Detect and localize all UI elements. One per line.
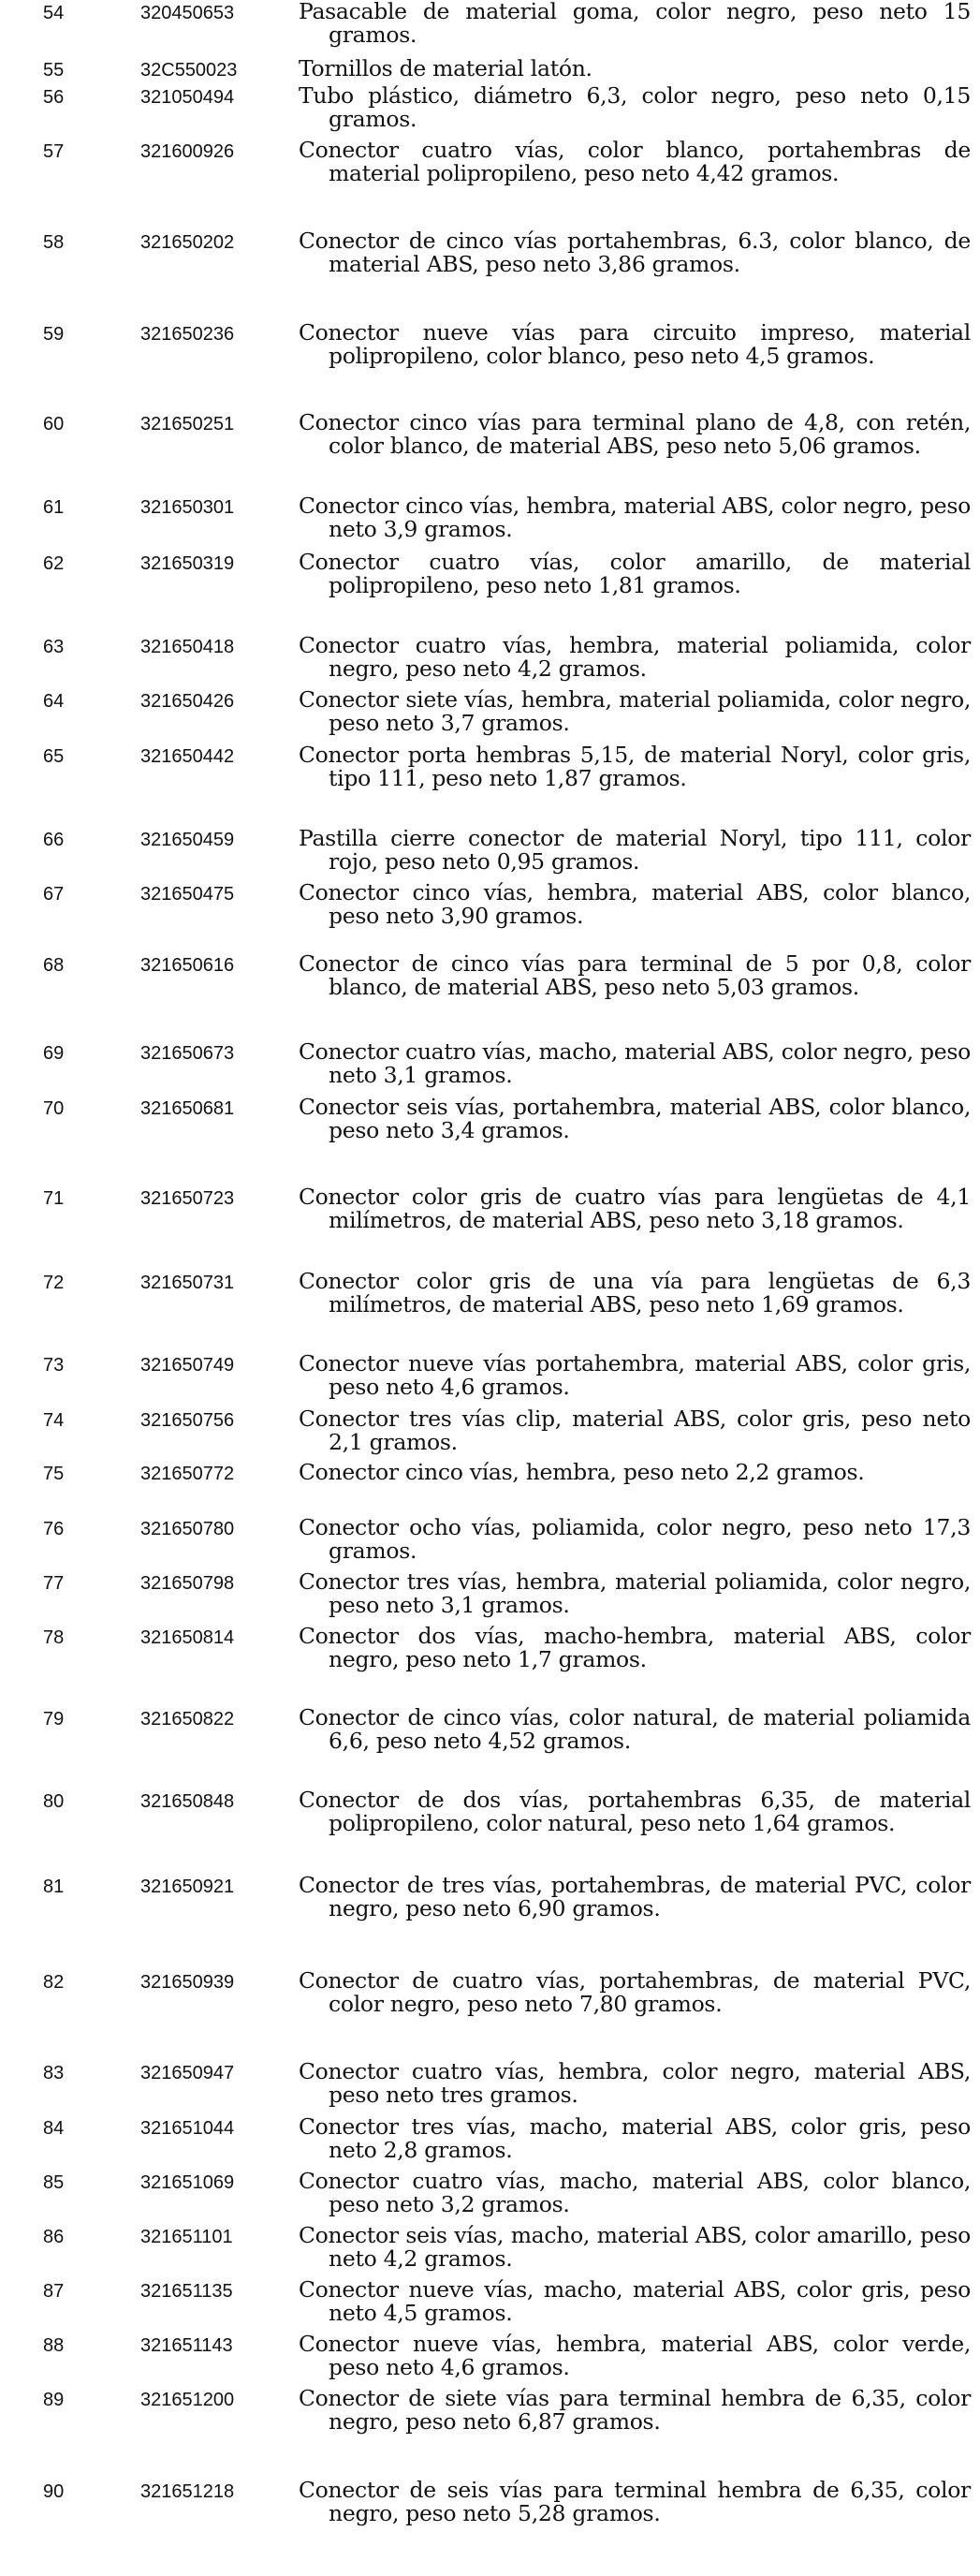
item-number: 64 bbox=[43, 691, 65, 712]
item-code: 32C550023 bbox=[140, 60, 238, 81]
item-description: Conector de cinco vías, color natural, de material poliamida 6,6, peso neto 4,52 gramos. bbox=[299, 1704, 971, 1754]
item-number: 56 bbox=[43, 87, 65, 108]
item-description: Tornillos de material latón. bbox=[299, 55, 592, 81]
item-number: 63 bbox=[43, 637, 65, 657]
item-description: Conector nueve vías, hembra, material ABS, color verde, peso neto 4,6 gramos. bbox=[299, 2331, 971, 2380]
item-number: 60 bbox=[43, 414, 65, 434]
item-description: Conector tres vías clip, material ABS, color gris, peso neto 2,1 gramos. bbox=[299, 1406, 971, 1455]
item-description: Pasacable de material goma, color negro, peso neto 15 gramos. bbox=[299, 0, 971, 48]
item-code: 321650475 bbox=[140, 884, 235, 905]
item-number: 57 bbox=[43, 141, 65, 162]
item-number: 77 bbox=[43, 1573, 65, 1594]
item-description: Conector nueve vías portahembra, material ABS, color gris, peso neto 4,6 gramos. bbox=[299, 1350, 971, 1400]
item-number: 59 bbox=[43, 324, 65, 345]
item-description: Conector cuatro vías, hembra, material poliamida, color negro, peso neto 4,2 gramos. bbox=[299, 632, 971, 682]
item-code: 321650202 bbox=[140, 232, 235, 253]
item-number: 75 bbox=[43, 1464, 65, 1484]
item-code: 321651069 bbox=[140, 2172, 235, 2193]
item-description: Conector de dos vías, portahembras 6,35, de material polipropileno, color natural, peso neto 1,64 gramos. bbox=[299, 1787, 971, 1836]
item-description: Conector dos vías, macho-hembra, material ABS, color negro, peso neto 1,7 gramos. bbox=[299, 1623, 971, 1672]
item-code: 321650772 bbox=[140, 1464, 235, 1484]
item-number: 85 bbox=[43, 2172, 65, 2193]
item-description: Conector cinco vías, hembra, peso neto 2,2 gramos. bbox=[299, 1459, 865, 1485]
item-number: 86 bbox=[43, 2227, 65, 2247]
item-code: 321650681 bbox=[140, 1098, 235, 1119]
item-description: Conector de cinco vías portahembras, 6.3, color blanco, de material ABS, peso neto 3,86 gramos. bbox=[299, 228, 971, 277]
item-description: Conector cuatro vías, macho, material ABS, color blanco, peso neto 3,2 gramos. bbox=[299, 2168, 971, 2217]
item-number: 62 bbox=[43, 553, 65, 574]
item-number: 67 bbox=[43, 884, 65, 905]
item-number: 71 bbox=[43, 1188, 65, 1209]
item-code: 321650673 bbox=[140, 1043, 235, 1064]
item-code: 321650798 bbox=[140, 1573, 235, 1594]
item-description: Pastilla cierre conector de material Noryl, tipo 111, color rojo, peso neto 0,95 gramos. bbox=[299, 825, 971, 875]
item-code: 321651135 bbox=[140, 2281, 233, 2302]
item-code: 321650442 bbox=[140, 746, 235, 767]
item-code: 321650616 bbox=[140, 955, 235, 976]
item-code: 321651200 bbox=[140, 2390, 235, 2410]
item-description: Conector siete vías, hembra, material poliamida, color negro, peso neto 3,7 gramos. bbox=[299, 686, 971, 736]
item-description: Conector cinco vías, hembra, material ABS, color blanco, peso neto 3,90 gramos. bbox=[299, 879, 971, 929]
item-number: 83 bbox=[43, 2063, 65, 2083]
item-number: 89 bbox=[43, 2390, 65, 2410]
item-description: Conector cuatro vías, color amarillo, de material polipropileno, peso neto 1,81 gramos. bbox=[299, 549, 971, 598]
item-code: 320450653 bbox=[140, 3, 235, 23]
item-description: Conector color gris de cuatro vías para lengüetas de 4,1 milímetros, de material ABS, peso neto 3,18 gramos. bbox=[299, 1184, 971, 1233]
item-description: Conector de seis vías para terminal hembra de 6,35, color negro, peso neto 5,28 gramos. bbox=[299, 2477, 971, 2526]
item-description: Conector cuatro vías, color blanco, portahembras de material polipropileno, peso neto 4,42 gramos. bbox=[299, 137, 971, 186]
item-number: 87 bbox=[43, 2281, 65, 2302]
item-description: Conector nueve vías para circuito impreso, material polipropileno, color blanco, peso neto 4,5 gramos. bbox=[299, 319, 971, 369]
item-code: 321650947 bbox=[140, 2063, 235, 2083]
item-description: Conector tres vías, macho, material ABS, color gris, peso neto 2,8 gramos. bbox=[299, 2113, 971, 2163]
item-description: Conector de cinco vías para terminal de 5 por 0,8, color blanco, de material ABS, peso neto 5,03 gramos. bbox=[299, 950, 971, 1000]
item-description: Conector tres vías, hembra, material poliamida, color negro, peso neto 3,1 gramos. bbox=[299, 1568, 971, 1618]
item-number: 76 bbox=[43, 1519, 65, 1539]
item-number: 69 bbox=[43, 1043, 65, 1064]
item-number: 84 bbox=[43, 2118, 65, 2139]
item-code: 321600926 bbox=[140, 141, 235, 162]
item-description: Conector cuatro vías, hembra, color negro, material ABS, peso neto tres gramos. bbox=[299, 2058, 971, 2108]
item-number: 66 bbox=[43, 830, 65, 850]
item-code: 321650459 bbox=[140, 830, 235, 850]
item-description: Conector ocho vías, poliamida, color negro, peso neto 17,3 gramos. bbox=[299, 1514, 971, 1564]
item-description: Conector seis vías, macho, material ABS, color amarillo, peso neto 4,2 gramos. bbox=[299, 2222, 971, 2272]
item-number: 58 bbox=[43, 232, 65, 253]
item-number: 54 bbox=[43, 3, 65, 23]
item-code: 321650921 bbox=[140, 1877, 235, 1897]
item-code: 321650426 bbox=[140, 691, 235, 712]
item-number: 65 bbox=[43, 746, 65, 767]
item-description: Tubo plástico, diámetro 6,3, color negro, peso neto 0,15 gramos. bbox=[299, 82, 971, 132]
item-number: 90 bbox=[43, 2481, 65, 2502]
item-number: 81 bbox=[43, 1877, 65, 1897]
item-description: Conector porta hembras 5,15, de material Noryl, color gris, tipo 111, peso neto 1,87 gramos. bbox=[299, 742, 971, 791]
item-code: 321651044 bbox=[140, 2118, 235, 2139]
item-code: 321651218 bbox=[140, 2481, 235, 2502]
item-description: Conector cinco vías, hembra, material ABS, color negro, peso neto 3,9 gramos. bbox=[299, 493, 971, 542]
item-description: Conector de cuatro vías, portahembras, de material PVC, color negro, peso neto 7,80 gramos. bbox=[299, 1967, 971, 2017]
item-number: 74 bbox=[43, 1410, 65, 1431]
item-code: 321650780 bbox=[140, 1519, 235, 1539]
item-description: Conector cuatro vías, macho, material ABS, color negro, peso neto 3,1 gramos. bbox=[299, 1038, 971, 1088]
item-code: 321650756 bbox=[140, 1410, 235, 1431]
item-number: 61 bbox=[43, 497, 65, 518]
item-number: 72 bbox=[43, 1273, 65, 1293]
item-code: 321650723 bbox=[140, 1188, 235, 1209]
item-code: 321650301 bbox=[140, 497, 235, 518]
item-description: Conector seis vías, portahembra, material ABS, color blanco, peso neto 3,4 gramos. bbox=[299, 1094, 971, 1143]
item-description: Conector de siete vías para terminal hembra de 6,35, color negro, peso neto 6,87 gramos. bbox=[299, 2385, 971, 2435]
item-code: 321050494 bbox=[140, 87, 235, 108]
item-code: 321650749 bbox=[140, 1355, 235, 1376]
item-description: Conector color gris de una vía para lengüetas de 6,3 milímetros, de material ABS, peso neto 1,69 gramos. bbox=[299, 1268, 971, 1317]
item-number: 79 bbox=[43, 1709, 65, 1730]
item-code: 321650939 bbox=[140, 1972, 235, 1993]
item-code: 321651101 bbox=[140, 2227, 233, 2247]
item-description: Conector de tres vías, portahembras, de material PVC, color negro, peso neto 6,90 gramos. bbox=[299, 1872, 971, 1921]
item-number: 73 bbox=[43, 1355, 65, 1376]
item-number: 88 bbox=[43, 2335, 65, 2356]
item-code: 321650731 bbox=[140, 1273, 235, 1293]
item-number: 82 bbox=[43, 1972, 65, 1993]
item-number: 70 bbox=[43, 1098, 65, 1119]
item-number: 55 bbox=[43, 60, 65, 81]
item-code: 321650822 bbox=[140, 1709, 235, 1730]
item-code: 321650236 bbox=[140, 324, 235, 345]
item-code: 321651143 bbox=[140, 2335, 233, 2356]
item-number: 80 bbox=[43, 1791, 65, 1812]
item-number: 68 bbox=[43, 955, 65, 976]
item-code: 321650251 bbox=[140, 414, 235, 434]
item-description: Conector cinco vías para terminal plano de 4,8, con retén, color blanco, de material ABS, peso neto 5,06 gramos. bbox=[299, 409, 971, 459]
item-code: 321650319 bbox=[140, 553, 235, 574]
item-description: Conector nueve vías, macho, material ABS, color gris, peso neto 4,5 gramos. bbox=[299, 2276, 971, 2326]
item-code: 321650814 bbox=[140, 1627, 235, 1648]
item-code: 321650418 bbox=[140, 637, 235, 657]
item-code: 321650848 bbox=[140, 1791, 235, 1812]
item-number: 78 bbox=[43, 1627, 65, 1648]
